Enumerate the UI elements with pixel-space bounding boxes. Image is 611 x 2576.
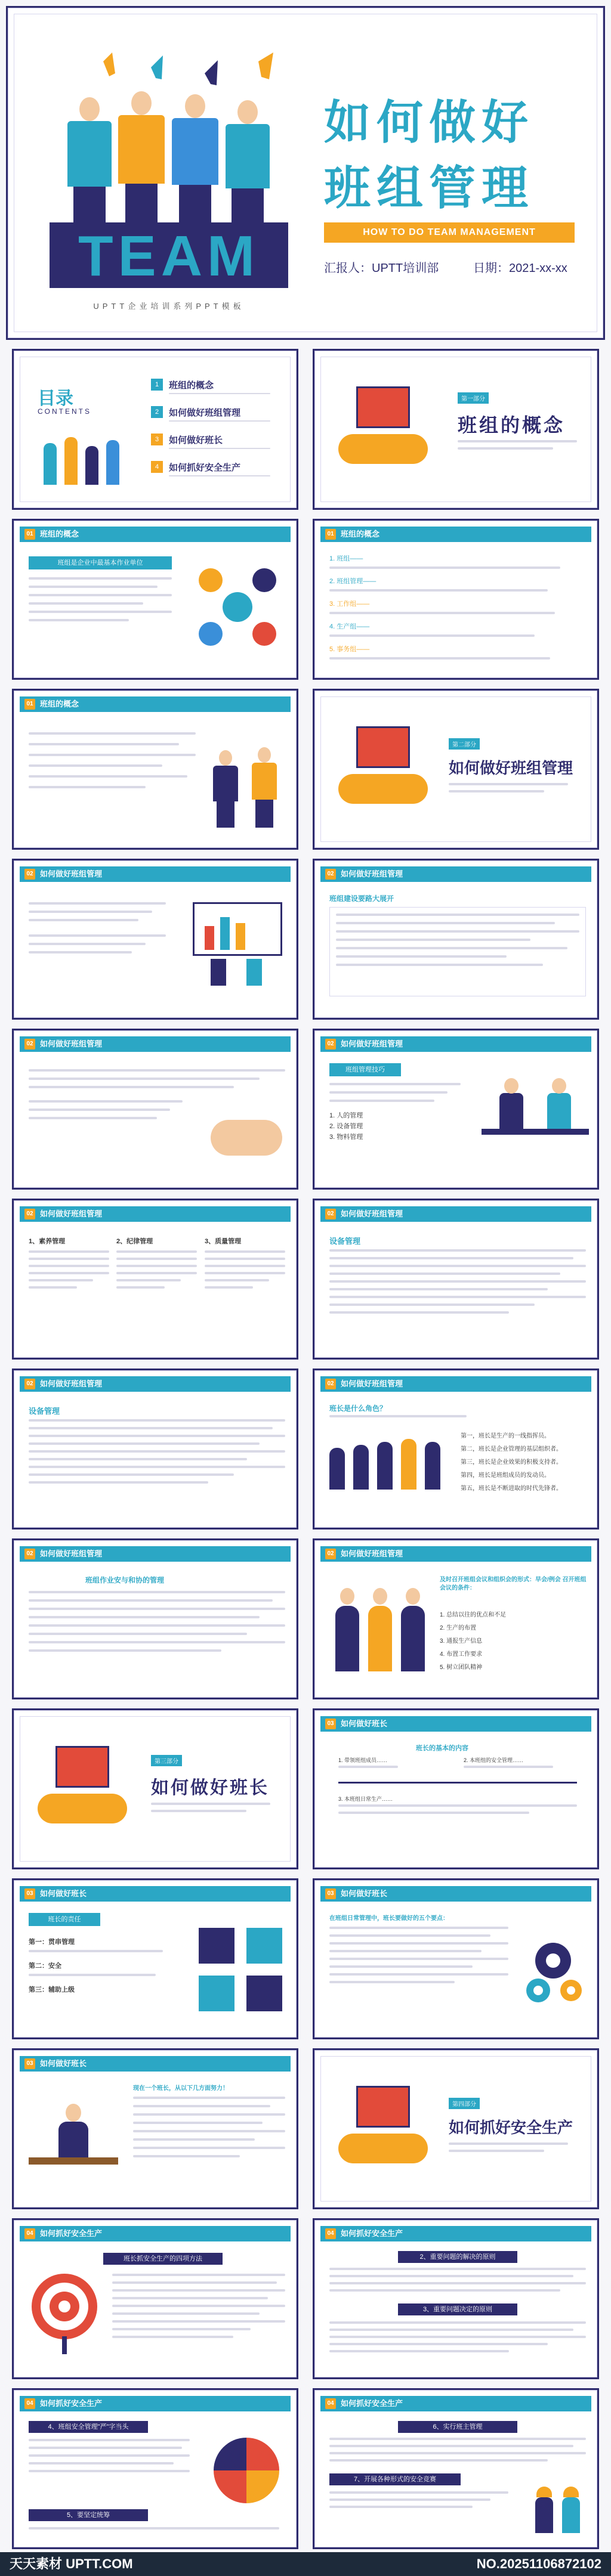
flow-timeline [338,1782,577,1784]
team-logo-text: TEAM [78,224,260,288]
safety-slide-3 [12,2388,298,2549]
slide-header: 04 如何抓好安全生产 [20,2226,291,2241]
cover-date: 日期：2021-xx-xx [473,262,567,275]
cheering-team-illustration [329,1582,431,1677]
concept-slide-3 [12,689,298,850]
toc-illustration [38,431,139,491]
team-person-4 [220,100,273,228]
cover-subtitle-bar: HOW TO DO TEAM MANAGEMENT [324,222,575,243]
mgmt-slide-2 [313,859,599,1020]
puzzle-hands-illustration [199,1928,282,2011]
equip-title: 设备管理 [329,1237,361,1246]
cover-title-line1: 如何做好 [324,96,535,148]
mgmt-title: 2、重要问题的解决的原则 [398,2251,517,2263]
meeting-illustration [482,1075,589,1165]
puzzle-circle-icon [211,2435,282,2506]
toc-title-en: CONTENTS [38,407,91,416]
q-title: 现在一个班长，从以下几方面努力！ [133,2085,229,2092]
target-icon [29,2271,100,2354]
part4-title: 如何抓好安全生产 [449,2119,573,2137]
leader-slide-4 [12,2048,298,2209]
slide-header: 03 如何做好班长 [20,1886,291,1902]
handshake-illustration [38,1746,127,1835]
slide-header: 04 如何抓好安全生产 [320,2226,591,2241]
mgmt-slide-8: 02 如何做好班组管理 班长是什么角色？ 第一，班长是生产的一线指挥员。 第二，班长是企业管理的基层组织者。 第三，班长是企业效果的积极支持者。 第四，班长是班组成员的发动员。 第五，班长是不断进取的时代先锋者。 [313,1368,599,1530]
slide-header: 03 如何做好班长 [320,1716,591,1732]
slide-header: 02 如何做好班组管理 [20,1206,291,1222]
slide-header: 02 如何做好班组管理 [20,866,291,882]
part4-slide [313,2048,599,2209]
cover-slide [6,6,605,340]
watermark-footer [0,2552,611,2576]
mgmt-slide-9 [12,1538,298,1699]
points-title: 班组管理技巧 [329,1063,401,1076]
part2-badge: 第二部分 [449,738,480,750]
part3-title: 如何做好班长 [151,1778,269,1798]
toc-item[interactable]: 4 如何抓好安全生产 [151,460,288,487]
part1-slide [313,349,599,510]
toc-slide [12,349,298,510]
slide-header: 02 如何做好班组管理 [320,1206,591,1222]
slide-header: 04 如何抓好安全生产 [20,2396,291,2411]
part3-badge: 第三部分 [151,1755,182,1766]
business-person [249,747,279,828]
cover-title-line2: 班组管理 [324,162,535,214]
part2-slide [313,689,599,850]
part4-badge: 第四部分 [449,2098,480,2109]
mgmt-slide-4: 02 如何做好班组管理 班组管理技巧 1. 人的管理 2. 设备管理 3. 物料管理 [313,1029,599,1190]
mgmt-slide-3 [12,1029,298,1190]
mgmt-slide-1 [12,859,298,1020]
team-person-3 [166,94,223,228]
right-title: 6、实行班主管理 [398,2421,517,2433]
handshake-illustration [338,386,428,476]
presentation-board-illustration [187,902,288,986]
slide-header: 02 如何做好班组管理 [320,1546,591,1562]
slide-header: 01 班组的概念 [20,527,291,542]
arrange-label: 班组建设要路大展开 [329,894,394,903]
series-label: UPTT企业培训系列PPT模板 [93,302,245,311]
part1-badge: 第一部分 [458,392,489,404]
slide-header: 04 如何抓好安全生产 [320,2396,591,2411]
helmet-workers-illustration [529,2479,589,2539]
mgmt-slide-7 [12,1368,298,1530]
mgmt-slide-5: 02 如何做好班组管理 1、素养管理 2、纪律管理 3、质量管理 [12,1199,298,1360]
toc-item[interactable]: 2 如何做好班组管理 [151,405,288,432]
slide-header: 02 如何做好班组管理 [320,1036,591,1052]
running-team-illustration [329,1430,449,1496]
part2-title: 如何做好班组管理 [449,759,573,777]
footer-right: NO.20251106872102 [476,2556,601,2571]
handshake-illustration [338,726,428,816]
flow-title: 班长的基本的内容 [416,1745,468,1752]
right2-title: 7、开展各种形式的安全竞赛 [329,2473,461,2485]
concept-slide-1 [12,519,298,680]
quality-title: 4、班组安全管理"严"字当头 [29,2421,148,2433]
slide-header: 01 班组的概念 [20,696,291,712]
teamwork-hands-illustration [193,562,282,652]
team-question: 班长是什么角色？ [329,1404,387,1413]
quality2-title: 5、要坚定统筹 [29,2509,148,2521]
roles-title: 班长的责任 [29,1913,100,1926]
safety-slide-2 [313,2218,599,2379]
slide-header: 02 如何做好班组管理 [320,1376,591,1392]
leader-slide-3 [313,1878,599,2039]
culture-title: 及时召开班组会议和组织会的形式：早会/例会 召开班组会议的条件： [440,1577,587,1592]
footer-left: 天天素材 UPTT.COM [10,2556,133,2571]
toc-title: 目录 [38,389,73,408]
team-person-1 [61,97,115,228]
desk-person-illustration [29,2098,118,2187]
slide-header: 02 如何做好班组管理 [20,1546,291,1562]
target-title: 班长抓安全生产的四项方法 [103,2253,223,2265]
toc-item[interactable]: 3 如何做好班长 [151,432,288,460]
slide-header: 03 如何做好班长 [320,1886,591,1902]
mgmt-slide-10: 02 如何做好班组管理 及时召开班组会议和组织会的形式：早会/例会 召开班组会议的条件： 1. 总结以往的优点和不足 2. 生产的布置 3. 通报生产信息 4. 布置工作要求 5. 树立团队精神 [313,1538,599,1699]
team-person-2 [112,91,169,228]
slide-header: 03 如何做好班长 [20,2056,291,2072]
cover-reporter: 汇报人：UPTT培训部 [324,262,439,275]
know-title: 在班组日常管理中，班长要做好的五个要点： [329,1915,449,1922]
slide-header: 02 如何做好班组管理 [320,866,591,882]
business-person [211,750,240,828]
slide-header: 02 如何做好班组管理 [20,1036,291,1052]
safety-slide-4 [313,2388,599,2549]
slide-header: 01 班组的概念 [320,527,591,542]
concept-box-title: 班组是企业中最基本作业单位 [29,556,172,569]
safety-slide-1 [12,2218,298,2379]
equip2-title: 设备管理 [29,1407,60,1416]
mgmt-subtitle: 3、重要问题决定的原则 [398,2303,517,2315]
concept-slide-2: 01 班组的概念 1. 班组—— 2. 班组管理—— 3. 工作组—— 4. 生产组—— 5. 事务组—— [313,519,599,680]
toc-item[interactable]: 1 班组的概念 [151,377,288,405]
leader-slide-1: 03 如何做好班长 班长的基本的内容 1. 带领班组成员…… 2. 本班组的安全管理…… 3. 本班组日常生产…… [313,1708,599,1869]
slide-header: 02 如何做好班组管理 [20,1376,291,1392]
part1-title: 班组的概念 [458,414,566,436]
handshake-illustration [338,2086,428,2175]
mgmt-slide-6 [313,1199,599,1360]
part3-slide [12,1708,298,1869]
exec-title: 班组作业安与和协的管理 [85,1576,165,1584]
leader-slide-2: 03 如何做好班长 班长的责任 第一：贯串管理 第二：安全 第三：辅助上级 [12,1878,298,2039]
handshake-icon [211,1120,282,1156]
gears-icon [520,1934,586,2005]
toc-list [151,377,288,487]
